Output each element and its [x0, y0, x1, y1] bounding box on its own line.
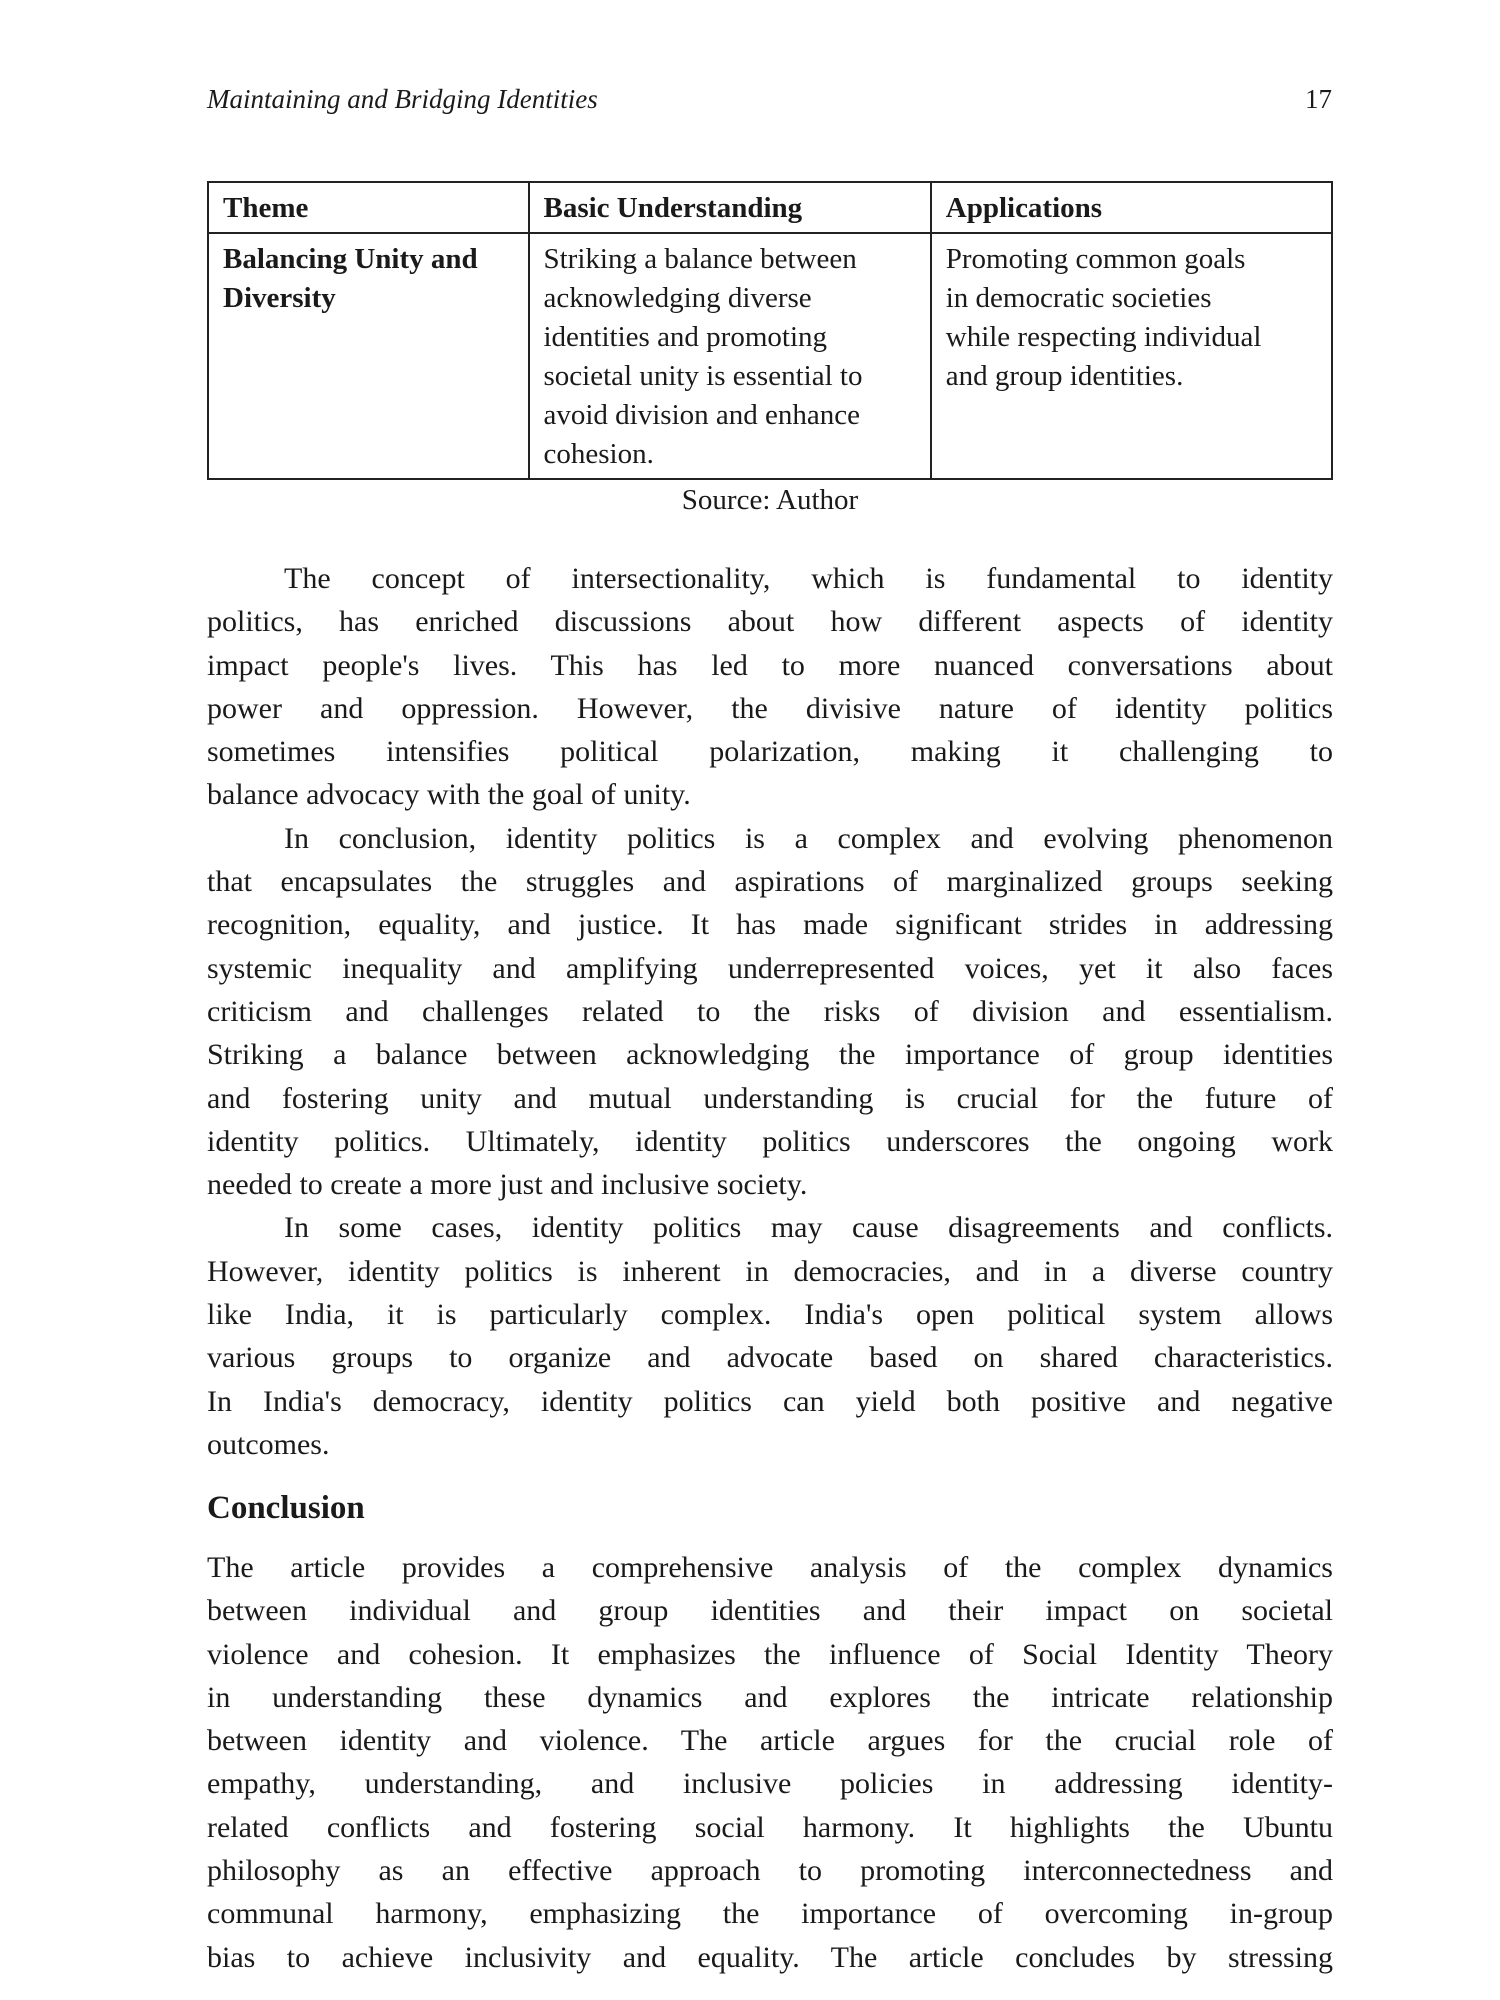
- text-line: communal harmony, emphasizing the importance of overcoming in-group: [207, 1897, 1333, 1931]
- table-header-row: [208, 182, 1332, 233]
- cell-line: Diversity: [223, 282, 336, 314]
- text-line: like India, it is particularly complex. India's open political system allows: [207, 1298, 1333, 1332]
- text-line: However, identity politics is inherent in democracies, and in a diverse country: [207, 1254, 1333, 1288]
- text-line: In India's democracy, identity politics can yield both positive and negative: [207, 1384, 1333, 1418]
- text-line: philosophy as an effective approach to promoting interconnectedness and: [207, 1854, 1333, 1888]
- cell-understanding: [529, 233, 931, 479]
- text-line: systemic inequality and amplifying underrepresented voices, yet it also faces: [207, 951, 1333, 985]
- paragraph: [207, 557, 1333, 817]
- text-line: between identity and violence. The article argues for the crucial role of: [207, 1724, 1333, 1758]
- text-line: identity politics. Ultimately, identity politics underscores the ongoing work: [207, 1124, 1333, 1158]
- conclusion-text: [207, 1546, 1333, 1979]
- body-text: [207, 557, 1333, 1466]
- text-line: impact people's lives. This has led to more nuanced conversations about: [207, 648, 1333, 682]
- column-header-theme: Theme: [208, 182, 529, 233]
- text-line: sometimes intensifies political polarization, making it challenging to: [207, 735, 1333, 769]
- text-line: and fostering unity and mutual understanding is crucial for the future of: [207, 1081, 1333, 1115]
- cell-theme: [208, 233, 529, 479]
- text-line: various groups to organize and advocate based on shared characteristics.: [207, 1341, 1333, 1375]
- running-title: Maintaining and Bridging Identities: [207, 84, 598, 114]
- cell-line: Balancing Unity and: [223, 243, 478, 275]
- cell-applications: [931, 233, 1332, 479]
- column-header-applications: Applications: [931, 182, 1332, 233]
- text-line: The concept of intersectionality, which is fundamental to identity: [284, 562, 1333, 595]
- cell-line: Promoting common goals: [945, 243, 1246, 275]
- text-line: politics, has enriched discussions about how different aspects of identity: [207, 605, 1333, 639]
- cell-line: in democratic societies: [945, 282, 1212, 314]
- text-line: Striking a balance between acknowledging the importance of group identities: [207, 1038, 1333, 1072]
- section-heading-conclusion: Conclusion: [207, 1490, 365, 1526]
- text-line: In some cases, identity politics may cause disagreements and conflicts.: [284, 1211, 1333, 1245]
- paragraph: [207, 817, 1333, 1207]
- cell-line: and group identities.: [945, 360, 1184, 392]
- cell-line: Striking a balance between: [543, 243, 857, 275]
- table-row: [208, 233, 1332, 479]
- text-line: that encapsulates the struggles and aspirations of marginalized groups seeking: [207, 865, 1333, 899]
- text-line: criticism and challenges related to the risks of division and essentialism.: [207, 994, 1333, 1028]
- text-line: recognition, equality, and justice. It has made significant strides in addressing: [207, 908, 1333, 942]
- page-number: 17: [1305, 84, 1332, 114]
- text-line: related conflicts and fostering social harmony. It highlights the Ubuntu: [207, 1810, 1333, 1844]
- text-line: between individual and group identities and their impact on societal: [207, 1594, 1333, 1628]
- cell-line: identities and promoting: [543, 321, 828, 353]
- text-line: in understanding these dynamics and explores the intricate relationship: [207, 1680, 1333, 1714]
- text-line: The article provides a comprehensive analysis of the complex dynamics: [207, 1551, 1333, 1584]
- text-line: empathy, understanding, and inclusive policies in addressing identity-: [207, 1767, 1333, 1801]
- text-line: In conclusion, identity politics is a complex and evolving phenomenon: [284, 821, 1333, 855]
- text-line: outcomes.: [207, 1427, 330, 1461]
- text-line: bias to achieve inclusivity and equality. The article concludes by stressing: [207, 1940, 1333, 1974]
- cell-line: societal unity is essential to: [543, 360, 863, 392]
- paragraph: [207, 1206, 1333, 1466]
- column-header-basic-understanding: Basic Understanding: [529, 182, 931, 233]
- cell-line: acknowledging diverse: [543, 282, 812, 314]
- text-line: needed to create a more just and inclusive society.: [207, 1168, 808, 1202]
- text-line: power and oppression. However, the divisive nature of identity politics: [207, 691, 1333, 725]
- text-line: balance advocacy with the goal of unity.: [207, 778, 691, 812]
- cell-line: avoid division and enhance: [543, 399, 860, 431]
- text-line: violence and cohesion. It emphasizes the influence of Social Identity Theory: [207, 1637, 1333, 1671]
- cell-line: while respecting individual: [945, 321, 1262, 353]
- cell-line: cohesion.: [543, 438, 654, 470]
- table-source: Source: Author: [681, 484, 859, 516]
- themes-table: [207, 181, 1333, 480]
